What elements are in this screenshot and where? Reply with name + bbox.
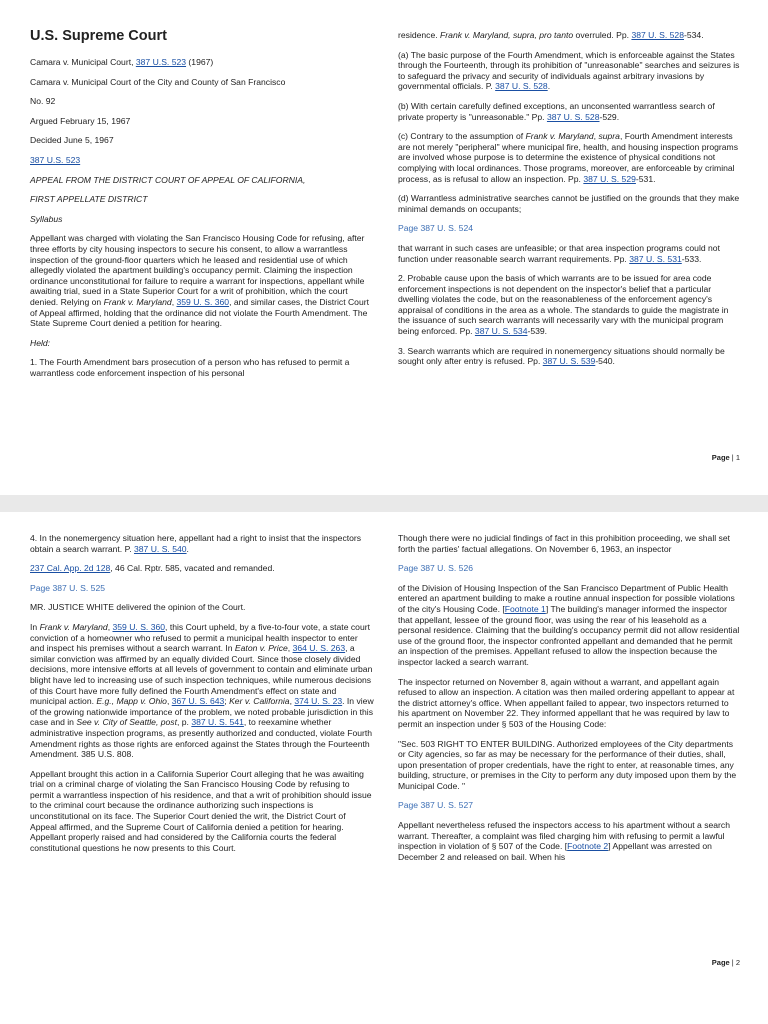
appeal-line: APPEAL FROM THE DISTRICT COURT OF APPEAL OF CALIFORNIA, — [30, 174, 306, 185]
citation — [30, 155, 374, 166]
page-marker: Page 387 U. S. 527 — [398, 800, 474, 811]
paragraph: In Frank v. Maryland, 359 U. S. 360, this Court upheld, by a five-to-four vote, a state court conviction of a homeowner who refused to permit a municipal health inspector to enter and inspect his premises without a search warrant. In Eaton v. Price, 364 U. S. 263, a similar conviction was affirmed by an equally divided Court. Since those closely divided decisions, more intensive efforts at all levels of government to contain and eliminate urban blight have led to increasing use of such inspection techniques, while numerous decisions of this Court have more fully defined the Fourth Amendment's effect on state and municipal action. E.g., Mapp v. Ohio, 367 U. S. 643; Ker v. California, 374 U. S. 23. In view of the growing nationwide importance of the problem, we noted probable jurisdiction in this case and in See v. City of Seattle, post, p. 387 U. S. 541, to reexamine whether administrative inspection programs, as presently authorized and conducted, violate Fourth Amendment rights as those rights are enforced against the States through the Fourteenth Amendment. 385 U.S. 808. — [30, 621, 374, 760]
footnote-link[interactable]: Footnote 1 — [504, 603, 546, 614]
footnote-link[interactable]: Footnote 2 — [567, 841, 609, 852]
page2-left-column — [30, 533, 374, 862]
page-footer: Page | 2 — [711, 958, 740, 967]
quoted-code-section: "Sec. 503 RIGHT TO ENTER BUILDING. Authorized employees of the City departments or City agencies, so far as may be necessary for the performance of their duties, shall, upon presentation of proper credentials, have the right to enter, at reasonable times, any building, structure, or premises in the City to perform any duty imposed upon them by the Municipal Code. " — [398, 738, 737, 791]
paragraph: Though there were no judicial findings of fact in this prohibition proceeding, we shall set forth the parties' factual allegations. On November 6, 1963, an inspector — [398, 533, 731, 554]
page-footer: Page | 1 — [711, 453, 740, 462]
citation-link[interactable]: 387 U. S. 528 — [495, 81, 548, 92]
citation-link[interactable]: 387 U.S. 523 — [30, 154, 81, 165]
paragraph: (a) The basic purpose of the Fourth Amendment, which is enforceable against the States through the Fourteenth, through its prohibition of "unreasonable" searches and seizures is to safeguard the privacy and security of individuals against arbitrary invasions by governmental officials. P. 387 U. S. 528. — [398, 49, 740, 92]
citation-link[interactable]: 387 U. S. 529 — [583, 173, 636, 184]
paragraph: residence. Frank v. Maryland, supra, pro tanto overruled. Pp. 387 U. S. 528-534. — [398, 30, 704, 40]
held-heading: Held: — [30, 337, 51, 348]
document-page-1 — [0, 0, 768, 495]
opinion-heading: MR. JUSTICE WHITE delivered the opinion of the Court. — [30, 602, 246, 613]
citation-link[interactable]: 364 U. S. 263 — [292, 643, 346, 654]
citation-link[interactable]: 387 U. S. 541 — [191, 717, 244, 728]
paragraph: 237 Cal. App. 2d 128, 46 Cal. Rptr. 585, vacated and remanded. — [30, 563, 275, 574]
citation-link[interactable]: 374 U. S. 23 — [294, 696, 343, 707]
page1-left-column — [30, 24, 374, 387]
paragraph: (c) Contrary to the assumption of Frank v. Maryland, supra, Fourth Amendment interests are not merely "peripheral" where municipal fire, health, and housing inspection programs are involved whose purpose is to determine the existence of physical conditions not complying with local ordinances. Those programs, moreover, are enforceable by criminal process, as is refusal to allow an inspection. Pp. 387 U. S. 529-531. — [398, 131, 739, 184]
citation-link[interactable]: 237 Cal. App. 2d 128 — [30, 563, 111, 574]
citation-link[interactable]: 387 U. S. 540 — [133, 543, 187, 554]
document-page-2 — [0, 512, 768, 1024]
citation-link[interactable]: 387 U. S. 528 — [546, 111, 600, 122]
paragraph: Appellant brought this action in a California Superior Court alleging that he was awaiting trial on a criminal charge of violating the San Francisco Housing Code by refusing to permit a warrantless inspection of his residence, and that a writ of prohibition should issue to the criminal court because the ordinance authorizing such inspections is unconstitutional on its face. The Superior Court denied the writ, the District Court of Appeal affirmed, and the Supreme Court of California denied a petition for hearing. Appellant properly raised and had considered by the California courts the federal constitutional questions he now presents to this Court. — [30, 768, 372, 853]
paragraph: The inspector returned on November 8, again without a warrant, and appellant again refused to allow an inspection. A citation was then mailed ordering appellant to appear at the district attorney's office. When appellant failed to appear, two inspectors returned to his apartment on November 22. They informed appellant that he was required by law to permit an inspection under § 503 of the Housing Code: — [398, 676, 735, 729]
citation-link[interactable]: 387 U.S. 523 — [135, 57, 187, 67]
paragraph: 3. Search warrants which are required in nonemergency situations should normally be sought only after entry is refused. Pp. 387 U. S. 539-540. — [398, 345, 725, 367]
page-marker: Page 387 U. S. 525 — [30, 582, 106, 593]
paragraph: 2. Probable cause upon the basis of which warrants are to be issued for area code enforcement inspections is not dependent on the inspector's belief that a particular dwelling violates the code, but on the reasonableness of the enforcement agency's appraisal of conditions in the area as a whole. The standards to guide the magistrate in the issuance of such search warrants will necessarily vary with the municipal program being enforced. Pp. 387 U. S. 534-539. — [398, 273, 729, 337]
paragraph: Appellant nevertheless refused the inspectors access to his apartment without a search warrant. Thereafter, a complaint was filed charging him with refusing to permit a lawful inspection in violation of § 507 of the Code. [Footnote 2] Appellant was arrested on December 2 and released on bail. When his — [398, 820, 730, 862]
citation-link[interactable]: 367 U. S. 643 — [171, 696, 225, 707]
court-title: U.S. Supreme Court — [30, 28, 167, 44]
paragraph: (d) Warrantless administrative searches cannot be justified on the grounds that they make minimal demands on occupants; — [398, 193, 740, 214]
page-marker: Page 387 U. S. 524 — [398, 223, 474, 234]
appeal-district: FIRST APPELLATE DISTRICT — [30, 194, 148, 205]
citation-link[interactable]: 387 U. S. 539 — [542, 356, 596, 367]
case-title: Camara v. Municipal Court, 387 U.S. 523 (1967) — [30, 57, 214, 67]
paragraph: 4. In the nonemergency situation here, appellant had a right to insist that the inspectors obtain a search warrant. P. 387 U. S. 540. — [30, 533, 362, 554]
argued-date: Argued February 15, 1967 — [30, 115, 131, 126]
citation-link[interactable]: 359 U. S. 360 — [176, 296, 230, 307]
citation-link[interactable]: 387 U. S. 534 — [474, 326, 528, 337]
paragraph: of the Division of Housing Inspection of the San Francisco Department of Public Health entered an apartment building to make a routine annual inspection for possible violations of the city's Housing Code. [Footnote 1] The building's manager informed the inspector that appellant, lessee of the ground floor, was using the rear of his leasehold as a personal residence. Claiming that the building's occupancy permit did not allow residential use of the ground floor, the inspector confronted appellant and demanded that he permit an inspection of the premises. Appellant refused to allow the inspection because the inspector lacked a search warrant. — [398, 582, 740, 667]
decided-date: Decided June 5, 1967 — [30, 135, 114, 146]
held-paragraph-1: 1. The Fourth Amendment bars prosecution of a person who has refused to permit a warrantless code enforcement inspection of his personal — [30, 357, 350, 378]
syllabus-heading: Syllabus — [30, 213, 63, 224]
citation-link[interactable]: 387 U. S. 528 — [631, 30, 684, 40]
docket-number: No. 92 — [30, 96, 56, 107]
paragraph: that warrant in such cases are unfeasible; or that area inspection programs could not function under reasonable search warrant requirements. Pp. 387 U. S. 531-533. — [398, 242, 720, 264]
paragraph: (b) With certain carefully defined exceptions, an unconsented warrantless search of private property is "unreasonable." Pp. 387 U. S. 528-529. — [398, 100, 715, 122]
citation-link[interactable]: 387 U. S. 531 — [629, 253, 682, 264]
page2-right-column — [398, 533, 740, 871]
syllabus-paragraph: Appellant was charged with violating the San Francisco Housing Code for refusing, after three efforts by city housing inspectors to secure his consent, to allow a warrantless inspection of the ground-floor quarters which he leased and residential use of which allegedly violated the apartment building's occupancy permit. Claiming the inspection ordinance unconstitutional for failure to require a warrant for inspections, appellant while awaiting trial, sued in a State Superior Court for a writ of prohibition, which the court denied. Relying on Frank v. Maryland, 359 U. S. 360, and similar cases, the District Court of Appeal affirmed, holding that the ordinance did not violate the Fourth Amendment. The State Supreme Court denied a petition for hearing. — [30, 233, 369, 329]
citation-link[interactable]: 359 U. S. 360 — [112, 621, 166, 632]
page-marker: Page 387 U. S. 526 — [398, 563, 474, 574]
page1-right-column — [398, 30, 740, 376]
case-full-name: Camara v. Municipal Court of the City and County of San Francisco — [30, 76, 286, 87]
